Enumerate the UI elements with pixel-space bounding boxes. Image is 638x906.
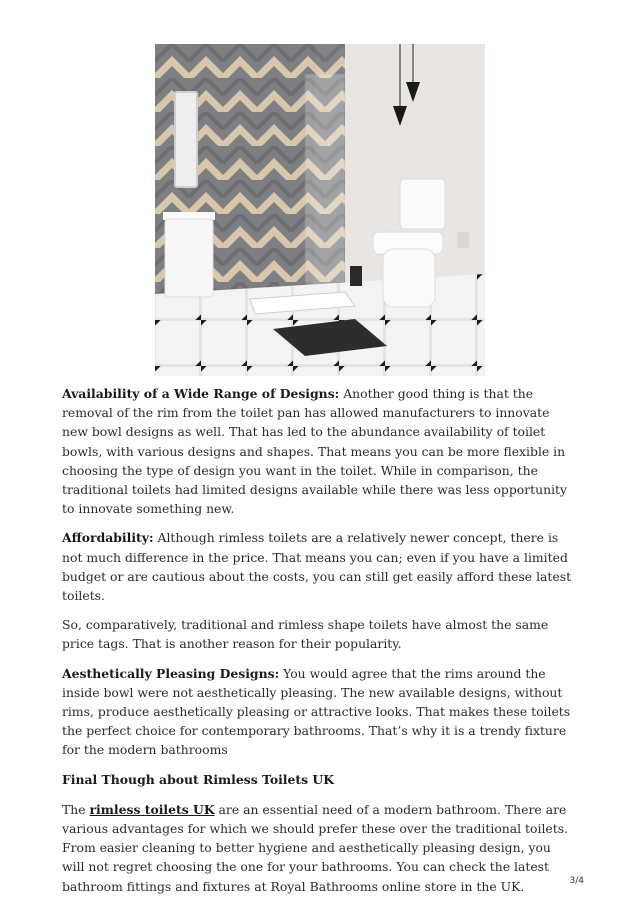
- section-affordability: [62, 528, 574, 605]
- section-aesthetics: [62, 664, 574, 760]
- final-heading: Final Though about Rimless Toilets UK: [62, 771, 334, 787]
- final-text-before: The: [62, 801, 90, 817]
- section-text: So, comparatively, traditional and rimless shape toilets have almost the same price tags. That is another reason for their popularity.: [62, 617, 549, 652]
- article-body: [62, 384, 574, 906]
- section-text: Another good thing is that the removal of the rim from the toilet pan has allowed manufacturers to innovate new bowl designs as well. That has led to the abundance availability of toilet bowls, with various designs and shapes. That means you can be more flexible in choosing the type of design you want in the toilet. While in comparison, the traditional toilets had limited designs available while there was less opportunity to innovate something new.: [62, 386, 568, 517]
- section-heading: Aesthetically Pleasing Designs:: [62, 665, 280, 681]
- final-text-after: are an essential need of a modern bathroom. There are various advantages for which we should prefer these over the traditional toilets. From easier cleaning to better hygiene and aesthetically pleasing design, you will not regret choosing the one for your bathrooms. You can check the latest bathroom fittings and fixtures at Royal Bathrooms online store in the UK.: [62, 801, 569, 894]
- section-price-note: [62, 615, 574, 653]
- section-text: You would agree that the rims around the inside bowl were not aesthetically pleasing. The new available designs, without rims, produce aesthetically pleasing or attractive looks. That makes these toilets the perfect choice for contemporary bathrooms. That’s why it is a trendy fixture for the modern bathrooms: [62, 665, 571, 758]
- section-text: Although rimless toilets are a relatively newer concept, there is not much difference in the price. That means you can; even if you have a limited budget or are cautious about the costs, you can still get easily afford these latest toilets.: [62, 530, 572, 604]
- section-designs: [62, 384, 574, 518]
- page-number: 3/4: [569, 876, 584, 886]
- bathroom-photo: [155, 44, 485, 376]
- rimless-toilets-link[interactable]: rimless toilets UK: [89, 801, 215, 817]
- section-heading: Availability of a Wide Range of Designs:: [62, 386, 340, 401]
- section-heading: Affordability:: [62, 530, 154, 546]
- section-final: [62, 800, 574, 896]
